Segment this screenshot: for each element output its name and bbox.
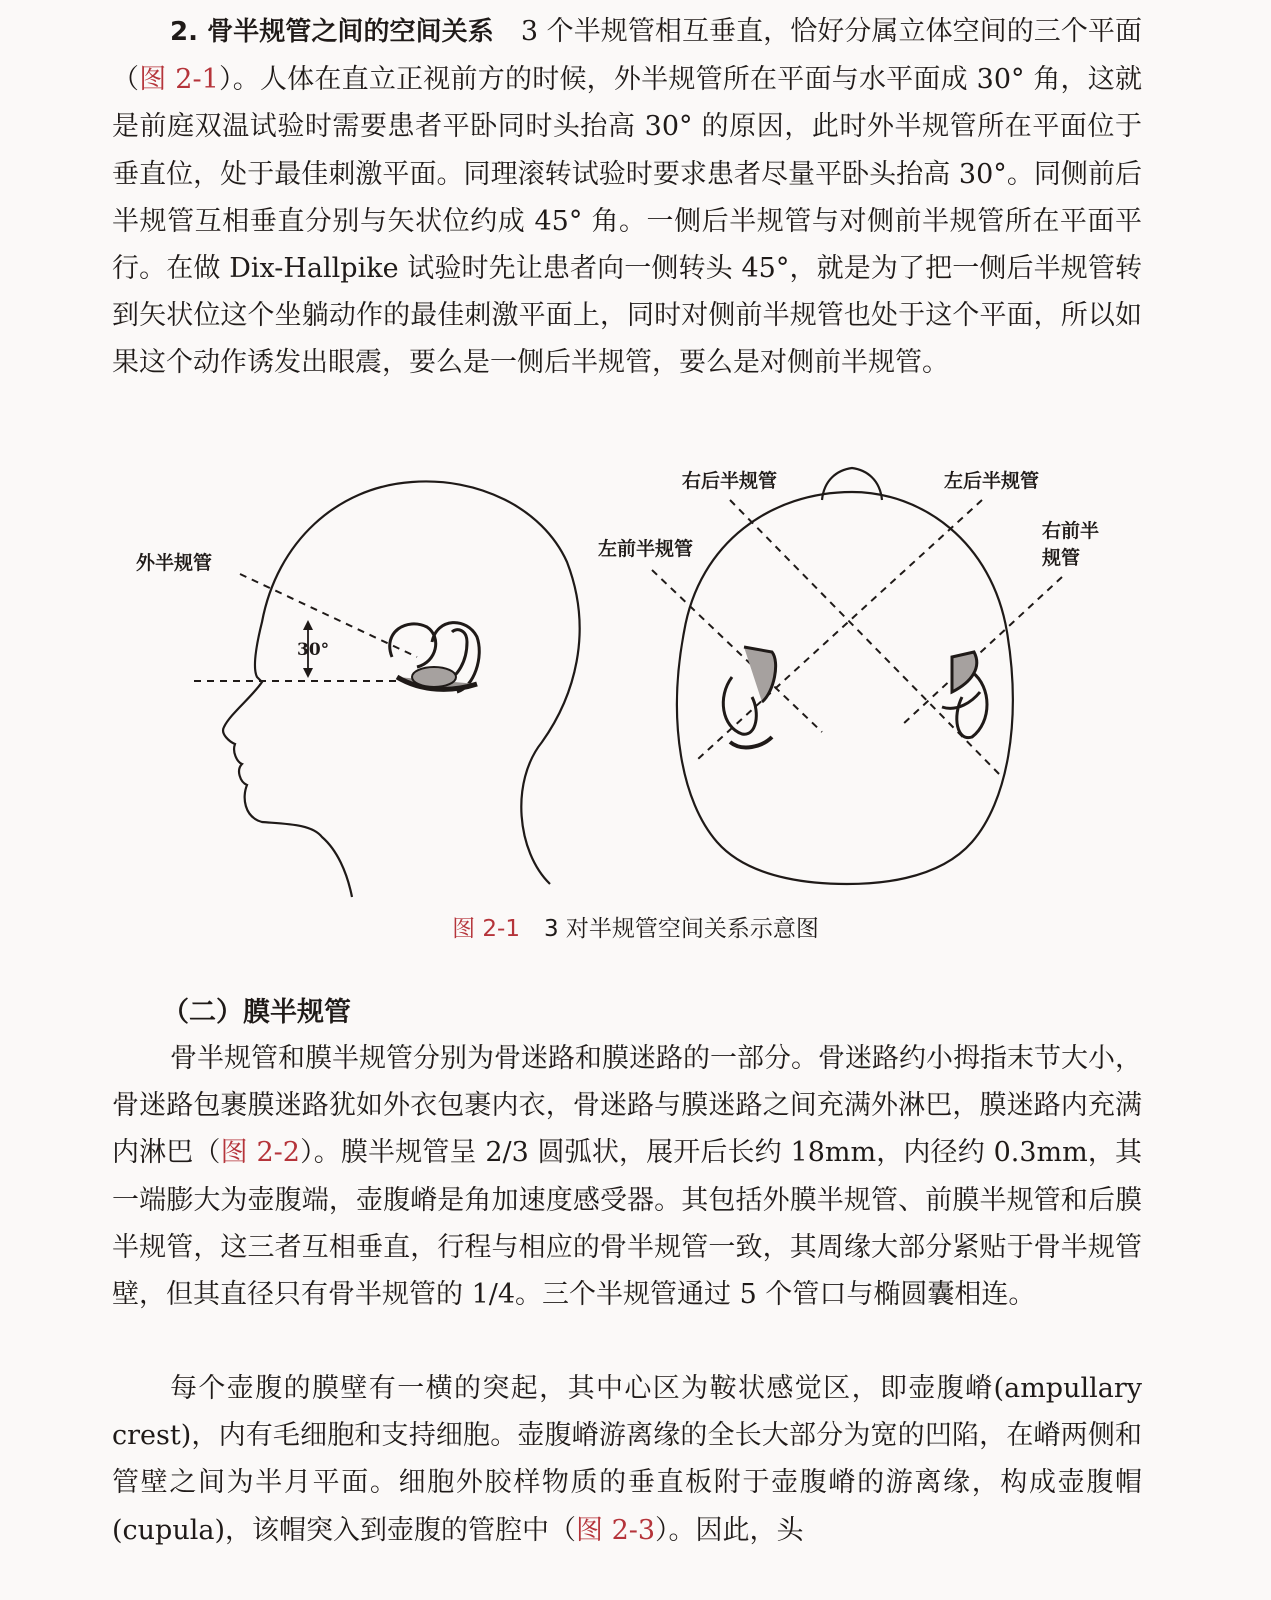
paragraph-text: ）。膜半规管呈 2/3 圆弧状，展开后长约 18mm，内径约 0.3mm，其一端膨大为壶腹端，壶腹嵴是角加速度感受器。其包括外膜半规管、前膜半规管和后膜半规管，这三者互相垂直，行程与相应的骨半规管一致，其周缘大部分紧贴于骨半规管壁，但其直径只有骨半规管的 1/4。三个半规管通过 5 个管口与椭圆囊相连。 xyxy=(112,1137,1143,1311)
label-right-posterior: 右后半规管 xyxy=(682,470,778,492)
label-left-posterior: 左后半规管 xyxy=(944,470,1040,492)
caption-number: 图 2-1 xyxy=(452,916,520,942)
figure-reference-link[interactable]: 图 2-1 xyxy=(139,64,219,96)
line-left-posterior xyxy=(698,500,982,759)
paragraph-ampulla xyxy=(112,1365,1142,1554)
label-lateral-canal: 外半规管 xyxy=(136,552,213,574)
paragraph-text: 3 个半规管相互垂直，恰好分属立体空间的三个平面（ xyxy=(112,16,1142,96)
inner-ear-right-icon xyxy=(942,652,987,738)
paragraph-membranous-canal xyxy=(112,1035,1142,1318)
figure-reference-link[interactable]: 图 2-2 xyxy=(220,1137,300,1169)
section-title: （二）膜半规管 xyxy=(162,997,351,1028)
figure-caption xyxy=(0,910,1271,943)
label-right-anterior-line1: 右前半 xyxy=(1042,520,1100,542)
caption-text: 3 对半规管空间关系示意图 xyxy=(543,916,819,942)
line-right-anterior xyxy=(902,577,1062,725)
subheading-number: 2. xyxy=(170,17,198,47)
label-right-anterior-line2: 规管 xyxy=(1042,547,1081,569)
paragraph-text: ）。因此，头 xyxy=(655,1514,804,1546)
head-profile-outline xyxy=(223,481,580,897)
paragraph-text: ）。人体在直立正视前方的时候，外半规管所在平面与水平面成 30° 角，这就是前庭双温试验时需要患者平卧同时头抬高 30° 的原因，此时外半规管所在平面位于垂直位，处于最佳刺激平面。同理滚转试验时要求患者尽量平卧头抬高 30°。同侧前后半规管互相垂直分别与矢状位约成 45° 角。一侧后半规管与对侧前半规管所在平面平行。在做 Dix-Hallpike 试验时先让患者向一侧转头 45°，就是为了把一侧后半规管转到矢状位这个坐躺动作的最佳刺激平面上，同时对侧前半规管也处于这个平面，所以如果这个动作诱发出眼震，要么是一侧后半规管，要么是对侧前半规管。 xyxy=(112,64,1143,379)
canal-diagram-svg xyxy=(112,452,1152,902)
inner-ear-left-icon xyxy=(723,647,775,747)
subheading-text: 骨半规管之间的空间关系 xyxy=(207,17,494,47)
label-left-anterior: 左前半规管 xyxy=(598,538,694,560)
figure-reference-link[interactable]: 图 2-3 xyxy=(575,1514,656,1546)
paragraph-text: 骨半规管和膜半规管分别为骨迷路和膜迷路的一部分。骨迷路约小拇指末节大小，骨迷路包裹膜迷路犹如外衣包裹内衣，骨迷路与膜迷路之间充满外淋巴，膜迷路内充满内淋巴（ xyxy=(112,1043,1142,1169)
nose-top-view xyxy=(822,468,882,500)
subheading-spatial-relation xyxy=(170,17,494,47)
label-angle: 30° xyxy=(297,640,330,660)
figure-canal-diagram xyxy=(112,452,1152,902)
paragraph-text: 每个壶腹的膜壁有一横的突起，其中心区为鞍状感觉区，即壶腹嵴(ampullary crest)，内有毛细胞和支持细胞。壶腹嵴游离缘的全长大部分为宽的凹陷，在嵴两侧和管壁之间为半月平面。细胞外胶样物质的垂直板附于壶腹嵴的游离缘，构成壶腹帽(cupula)，该帽突入到壶腹的管腔中（ xyxy=(112,1373,1142,1546)
paragraph-spatial-relation xyxy=(112,8,1142,387)
inner-ear-side-icon xyxy=(390,623,480,692)
